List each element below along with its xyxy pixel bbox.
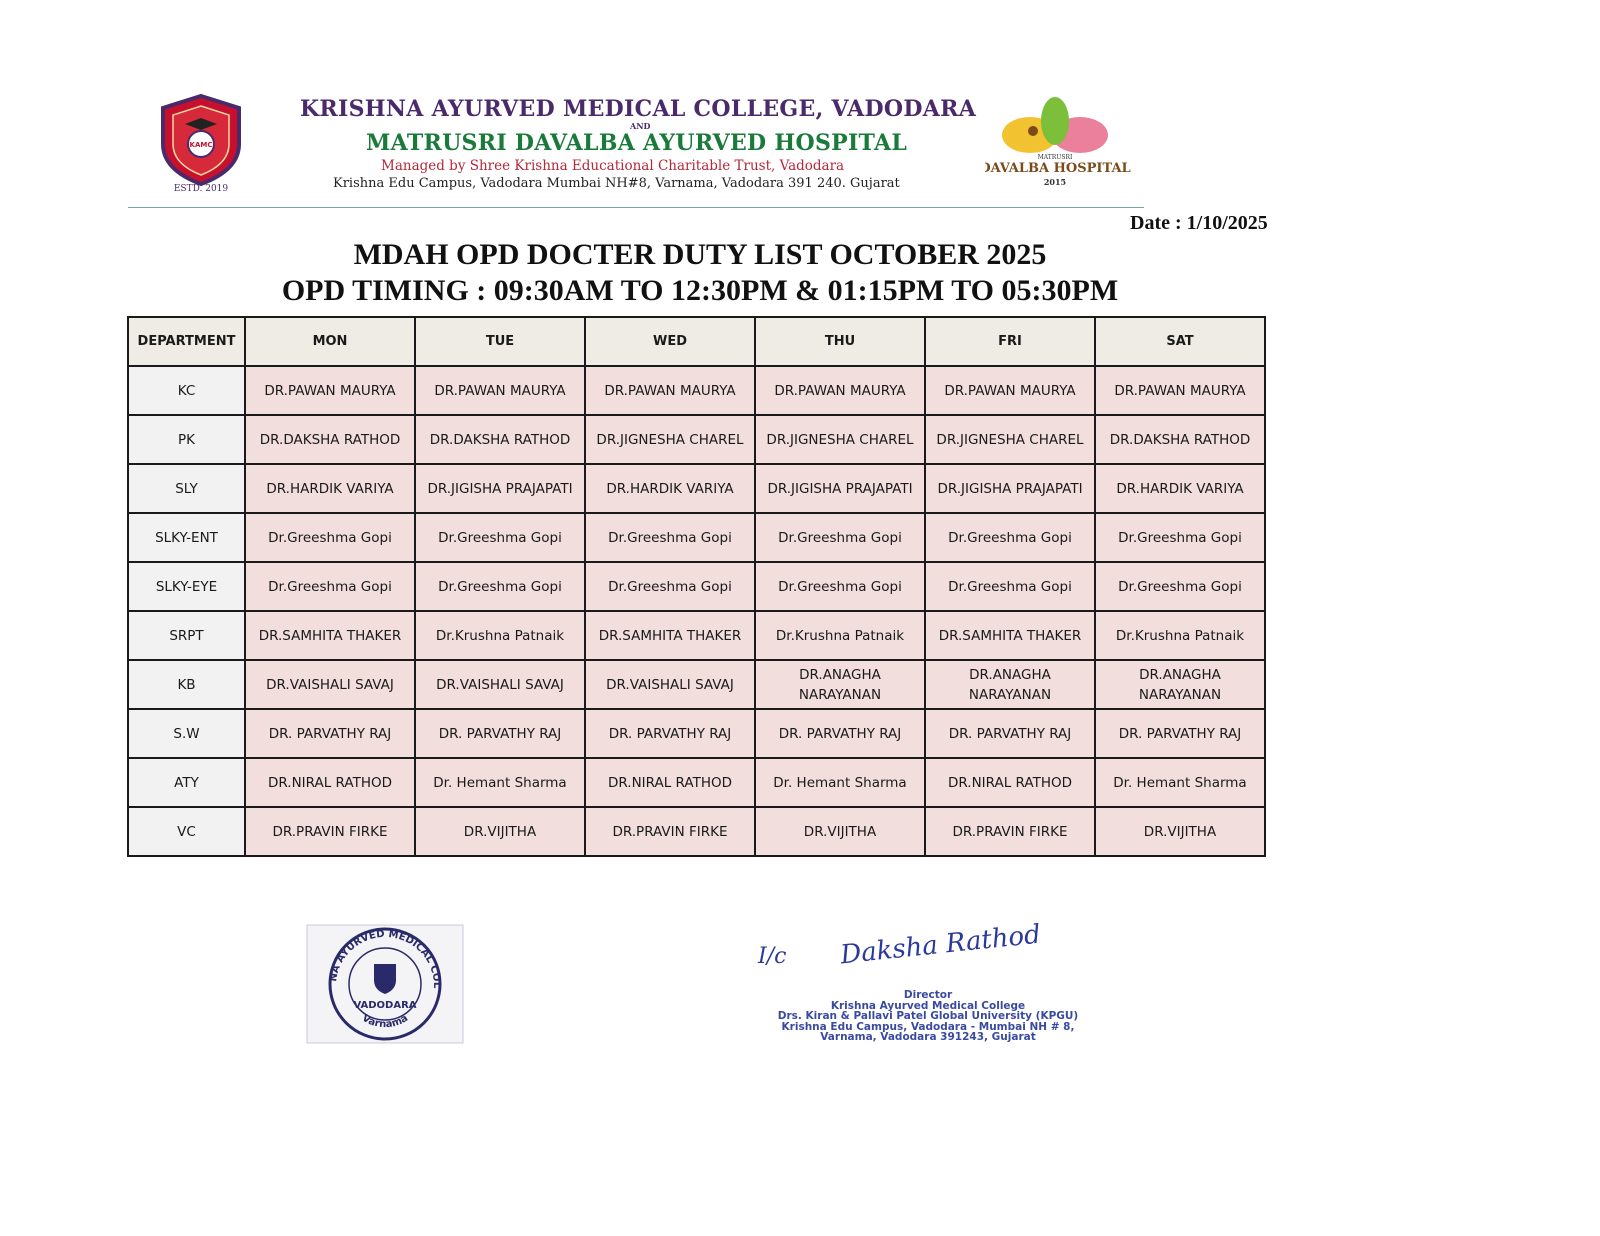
doctor-cell: DR.SAMHITA THAKER	[585, 611, 755, 660]
doctor-cell: Dr.Greeshma Gopi	[415, 562, 585, 611]
signatory-line: Krishna Edu Campus, Vadodara - Mumbai NH # 8,	[781, 1020, 1075, 1033]
doctor-cell: DR.VIJITHA	[415, 807, 585, 856]
stamp-top-text: NA AYURVED MEDICAL COL	[328, 928, 443, 989]
stamp-center-text: VADODARA	[353, 1000, 417, 1011]
signatory-line: Krishna Ayurved Medical College	[830, 999, 1026, 1012]
column-header: DEPARTMENT	[128, 317, 245, 366]
column-header: TUE	[415, 317, 585, 366]
doctor-cell: DR.PRAVIN FIRKE	[245, 807, 415, 856]
header-and: AND	[630, 121, 651, 131]
doctor-cell: Dr.Greeshma Gopi	[755, 562, 925, 611]
signature: Daksha Rathod	[838, 919, 1043, 971]
column-header: MON	[245, 317, 415, 366]
doctor-cell: DR. PARVATHY RAJ	[1095, 709, 1265, 758]
signatory-line: Drs. Kiran & Pallavi Patel Global University (KPGU)	[777, 1010, 1079, 1022]
doctor-cell: Dr.Krushna Patnaik	[415, 611, 585, 660]
doctor-cell: DR.VAISHALI SAVAJ	[415, 660, 585, 709]
logo-year: 2015	[1043, 177, 1067, 187]
college-stamp	[306, 924, 464, 1044]
department-cell: SLKY-ENT	[128, 513, 245, 562]
doctor-cell: Dr.Krushna Patnaik	[1095, 611, 1265, 660]
doctor-cell: DR.PAWAN MAURYA	[585, 366, 755, 415]
hospital-logo	[985, 95, 1135, 190]
doctor-cell: Dr. Hemant Sharma	[755, 758, 925, 807]
doctor-cell: DR.NIRAL RATHOD	[245, 758, 415, 807]
department-cell: KB	[128, 660, 245, 709]
doctor-cell: Dr.Greeshma Gopi	[585, 513, 755, 562]
table-row	[128, 562, 1265, 611]
table-row	[128, 709, 1265, 758]
hospital-name: MATRUSRI DAVALBA AYURVED HOSPITAL	[366, 130, 908, 156]
logo-text: KAMC	[189, 141, 213, 149]
doctor-cell: DR.JIGNESHA CHAREL	[755, 415, 925, 464]
doctor-cell: Dr.Greeshma Gopi	[1095, 562, 1265, 611]
doctor-cell: Dr.Greeshma Gopi	[1095, 513, 1265, 562]
address: Krishna Edu Campus, Vadodara Mumbai NH#8, Varnama, Vadodara 391 240. Gujarat	[333, 176, 900, 191]
document-date: Date : 1/10/2025	[1130, 212, 1268, 234]
doctor-cell: Dr.Greeshma Gopi	[925, 562, 1095, 611]
doctor-cell: DR.DAKSHA RATHOD	[1095, 415, 1265, 464]
doctor-cell: DR. PARVATHY RAJ	[245, 709, 415, 758]
doctor-cell: DR.JIGNESHA CHAREL	[925, 415, 1095, 464]
doctor-cell: DR.ANAGHA NARAYANAN	[755, 660, 925, 709]
doctor-cell: DR.DAKSHA RATHOD	[245, 415, 415, 464]
logo-estd: ESTD. 2019	[173, 184, 229, 192]
doctor-cell: Dr. Hemant Sharma	[415, 758, 585, 807]
doctor-cell: DR.ANAGHA NARAYANAN	[925, 660, 1095, 709]
doctor-cell: Dr.Greeshma Gopi	[755, 513, 925, 562]
doctor-cell: DR.PAWAN MAURYA	[755, 366, 925, 415]
doctor-cell: DR.VAISHALI SAVAJ	[585, 660, 755, 709]
table-row	[128, 513, 1265, 562]
doctor-cell: Dr.Greeshma Gopi	[245, 513, 415, 562]
managed-by: Managed by Shree Krishna Educational Charitable Trust, Vadodara	[381, 158, 845, 174]
doctor-cell: DR.JIGISHA PRAJAPATI	[925, 464, 1095, 513]
column-header: SAT	[1095, 317, 1265, 366]
department-cell: S.W	[128, 709, 245, 758]
department-cell: SLKY-EYE	[128, 562, 245, 611]
department-cell: KC	[128, 366, 245, 415]
doctor-cell: DR. PARVATHY RAJ	[755, 709, 925, 758]
doctor-cell: DR.HARDIK VARIYA	[1095, 464, 1265, 513]
doctor-cell: DR.PAWAN MAURYA	[415, 366, 585, 415]
department-cell: SRPT	[128, 611, 245, 660]
department-cell: SLY	[128, 464, 245, 513]
signatory-line: Director	[903, 989, 953, 1001]
doctor-cell: Dr.Greeshma Gopi	[585, 562, 755, 611]
doctor-cell: DR.NIRAL RATHOD	[585, 758, 755, 807]
page-title: MDAH OPD DOCTER DUTY LIST OCTOBER 2025	[353, 238, 1047, 271]
signature-ic: I/c	[758, 944, 787, 969]
column-header: WED	[585, 317, 755, 366]
signatory-details	[738, 990, 1118, 1043]
table-row	[128, 366, 1265, 415]
college-logo	[155, 92, 247, 192]
doctor-cell: DR.NIRAL RATHOD	[925, 758, 1095, 807]
doctor-cell: DR. PARVATHY RAJ	[925, 709, 1095, 758]
doctor-cell: DR.HARDIK VARIYA	[585, 464, 755, 513]
doctor-cell: DR.HARDIK VARIYA	[245, 464, 415, 513]
table-row	[128, 807, 1265, 856]
table-row	[128, 611, 1265, 660]
doctor-cell: Dr. Hemant Sharma	[1095, 758, 1265, 807]
doctor-cell: DR.JIGISHA PRAJAPATI	[755, 464, 925, 513]
logo-name: DAVALBA HOSPITAL	[985, 161, 1131, 176]
doctor-cell: DR.SAMHITA THAKER	[925, 611, 1095, 660]
table-row	[128, 464, 1265, 513]
doctor-cell: DR.VAISHALI SAVAJ	[245, 660, 415, 709]
doctor-cell: Dr.Greeshma Gopi	[415, 513, 585, 562]
table-row	[128, 415, 1265, 464]
doctor-cell: DR.PAWAN MAURYA	[1095, 366, 1265, 415]
doctor-cell: DR.ANAGHA NARAYANAN	[1095, 660, 1265, 709]
signatory-line: Varnama, Vadodara 391243, Gujarat	[820, 1031, 1036, 1043]
doctor-cell: DR.VIJITHA	[1095, 807, 1265, 856]
doctor-cell: DR.PAWAN MAURYA	[245, 366, 415, 415]
doctor-cell: DR.SAMHITA THAKER	[245, 611, 415, 660]
department-cell: PK	[128, 415, 245, 464]
table-header-row	[128, 317, 1265, 366]
opd-timing: OPD TIMING : 09:30AM TO 12:30PM & 01:15PM TO 05:30PM	[281, 274, 1119, 307]
doctor-cell: DR.JIGNESHA CHAREL	[585, 415, 755, 464]
doctor-cell: DR.VIJITHA	[755, 807, 925, 856]
doctor-cell: Dr.Greeshma Gopi	[925, 513, 1095, 562]
doctor-cell: Dr.Greeshma Gopi	[245, 562, 415, 611]
doctor-cell: DR.PRAVIN FIRKE	[925, 807, 1095, 856]
column-header: THU	[755, 317, 925, 366]
doctor-cell: DR.PRAVIN FIRKE	[585, 807, 755, 856]
doctor-cell: DR.PAWAN MAURYA	[925, 366, 1095, 415]
doctor-cell: DR. PARVATHY RAJ	[585, 709, 755, 758]
column-header: FRI	[925, 317, 1095, 366]
doctor-cell: DR.DAKSHA RATHOD	[415, 415, 585, 464]
duty-table	[127, 316, 1266, 857]
table-row	[128, 758, 1265, 807]
doctor-cell: Dr.Krushna Patnaik	[755, 611, 925, 660]
department-cell: ATY	[128, 758, 245, 807]
college-name: KRISHNA AYURVED MEDICAL COLLEGE, VADODARA	[300, 96, 977, 122]
logo-top: MATRUSRI	[1037, 154, 1073, 161]
table-row	[128, 660, 1265, 709]
doctor-cell: DR. PARVATHY RAJ	[415, 709, 585, 758]
doctor-cell: DR.JIGISHA PRAJAPATI	[415, 464, 585, 513]
stamp-bottom-text: Varnama	[359, 1012, 411, 1031]
department-cell: VC	[128, 807, 245, 856]
header-divider	[128, 207, 1144, 208]
